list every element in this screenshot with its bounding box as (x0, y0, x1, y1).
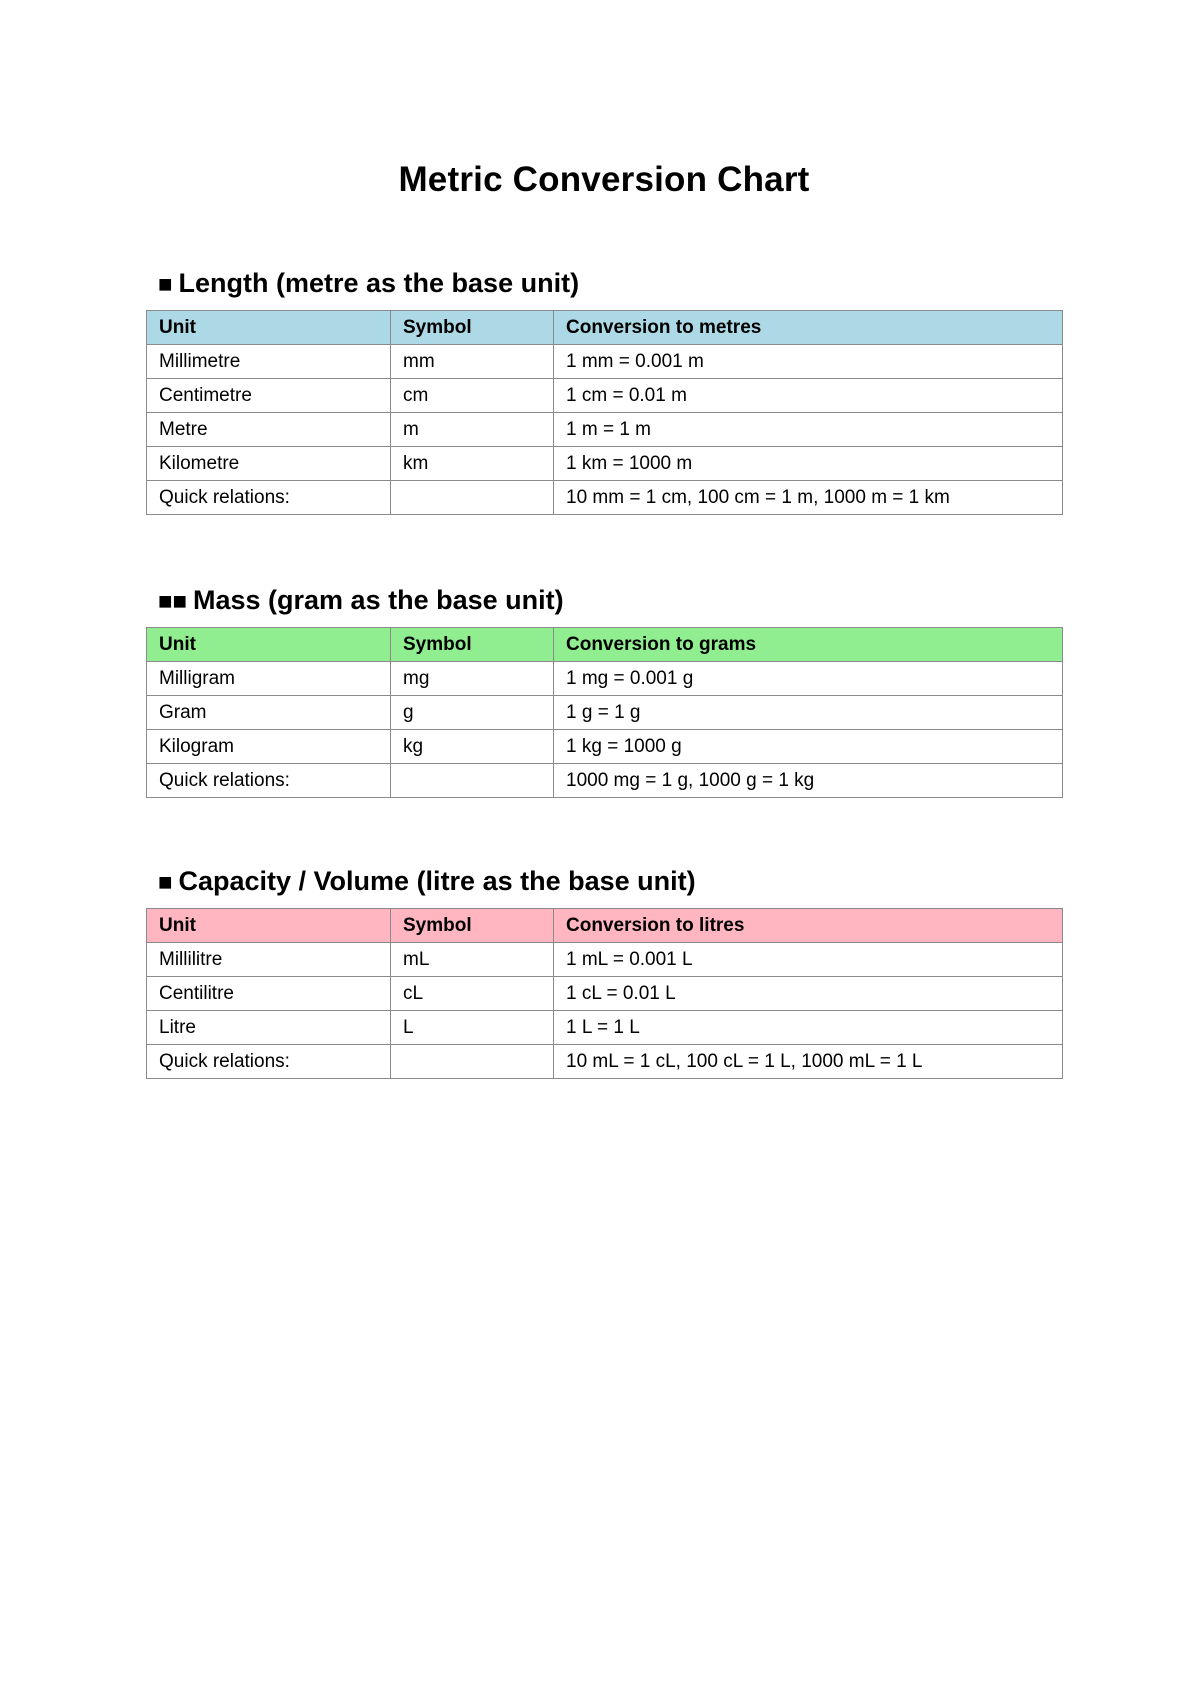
section-title-length: Length (metre as the base unit) (178, 268, 580, 298)
cell-symbol: cL (391, 977, 554, 1011)
cell-unit: Quick relations: (147, 481, 391, 515)
cell-conversion: 1 mm = 0.001 m (554, 345, 1063, 379)
column-header-unit: Unit (147, 311, 391, 345)
cell-conversion: 1 mL = 0.001 L (554, 943, 1063, 977)
cell-symbol (391, 1045, 554, 1079)
cell-symbol: mL (391, 943, 554, 977)
cell-unit: Quick relations: (147, 764, 391, 798)
cell-conversion: 1 mg = 0.001 g (554, 662, 1063, 696)
mass-table (146, 627, 1063, 798)
column-header-symbol: Symbol (391, 909, 554, 943)
table-row (147, 1011, 1063, 1045)
cell-conversion: 10 mm = 1 cm, 100 cm = 1 m, 1000 m = 1 km (554, 481, 1063, 515)
cell-symbol: mm (391, 345, 554, 379)
table-row (147, 696, 1063, 730)
cell-conversion: 1000 mg = 1 g, 1000 g = 1 kg (554, 764, 1063, 798)
cell-unit: Milligram (147, 662, 391, 696)
section-heading-capacity (158, 864, 1062, 898)
table-row (147, 730, 1063, 764)
cell-unit: Litre (147, 1011, 391, 1045)
cell-symbol (391, 481, 554, 515)
table-row (147, 413, 1063, 447)
table-row-quick-relations (147, 481, 1063, 515)
table-row-quick-relations (147, 764, 1063, 798)
section-length (146, 266, 1062, 515)
cell-unit: Quick relations: (147, 1045, 391, 1079)
cell-symbol: g (391, 696, 554, 730)
cell-conversion: 1 cL = 0.01 L (554, 977, 1063, 1011)
cell-conversion: 1 km = 1000 m (554, 447, 1063, 481)
cell-unit: Gram (147, 696, 391, 730)
cell-symbol: km (391, 447, 554, 481)
cell-conversion: 1 m = 1 m (554, 413, 1063, 447)
table-row (147, 379, 1063, 413)
column-header-conversion: Conversion to grams (554, 628, 1063, 662)
cell-unit: Centimetre (147, 379, 391, 413)
cell-conversion: 1 cm = 0.01 m (554, 379, 1063, 413)
cell-conversion: 1 L = 1 L (554, 1011, 1063, 1045)
section-title-capacity: Capacity / Volume (litre as the base unit) (178, 866, 696, 896)
table-row (147, 447, 1063, 481)
cell-unit: Centilitre (147, 977, 391, 1011)
square-bullet-icon: ■■ (158, 588, 187, 615)
table-header-row (147, 628, 1063, 662)
table-row (147, 345, 1063, 379)
table-row (147, 662, 1063, 696)
cell-conversion: 10 mL = 1 cL, 100 cL = 1 L, 1000 mL = 1 L (554, 1045, 1063, 1079)
cell-conversion: 1 g = 1 g (554, 696, 1063, 730)
cell-unit: Kilogram (147, 730, 391, 764)
section-title-mass: Mass (gram as the base unit) (193, 585, 564, 615)
column-header-unit: Unit (147, 628, 391, 662)
column-header-symbol: Symbol (391, 311, 554, 345)
length-table (146, 310, 1063, 515)
table-row-quick-relations (147, 1045, 1063, 1079)
table-header-row (147, 311, 1063, 345)
cell-unit: Metre (147, 413, 391, 447)
table-row (147, 943, 1063, 977)
cell-symbol: kg (391, 730, 554, 764)
cell-symbol (391, 764, 554, 798)
cell-symbol: cm (391, 379, 554, 413)
section-heading-length (158, 266, 1062, 300)
cell-unit: Kilometre (147, 447, 391, 481)
column-header-symbol: Symbol (391, 628, 554, 662)
cell-unit: Millilitre (147, 943, 391, 977)
section-heading-mass (158, 583, 1062, 617)
column-header-unit: Unit (147, 909, 391, 943)
cell-symbol: m (391, 413, 554, 447)
square-bullet-icon: ■ (158, 271, 173, 298)
section-mass (146, 583, 1062, 798)
column-header-conversion: Conversion to litres (554, 909, 1063, 943)
cell-symbol: L (391, 1011, 554, 1045)
capacity-table (146, 908, 1063, 1079)
column-header-conversion: Conversion to metres (554, 311, 1063, 345)
table-row (147, 977, 1063, 1011)
cell-conversion: 1 kg = 1000 g (554, 730, 1063, 764)
square-bullet-icon: ■ (158, 869, 173, 896)
section-capacity (146, 864, 1062, 1079)
cell-symbol: mg (391, 662, 554, 696)
page-title: Metric Conversion Chart (398, 160, 810, 199)
cell-unit: Millimetre (147, 345, 391, 379)
table-header-row (147, 909, 1063, 943)
